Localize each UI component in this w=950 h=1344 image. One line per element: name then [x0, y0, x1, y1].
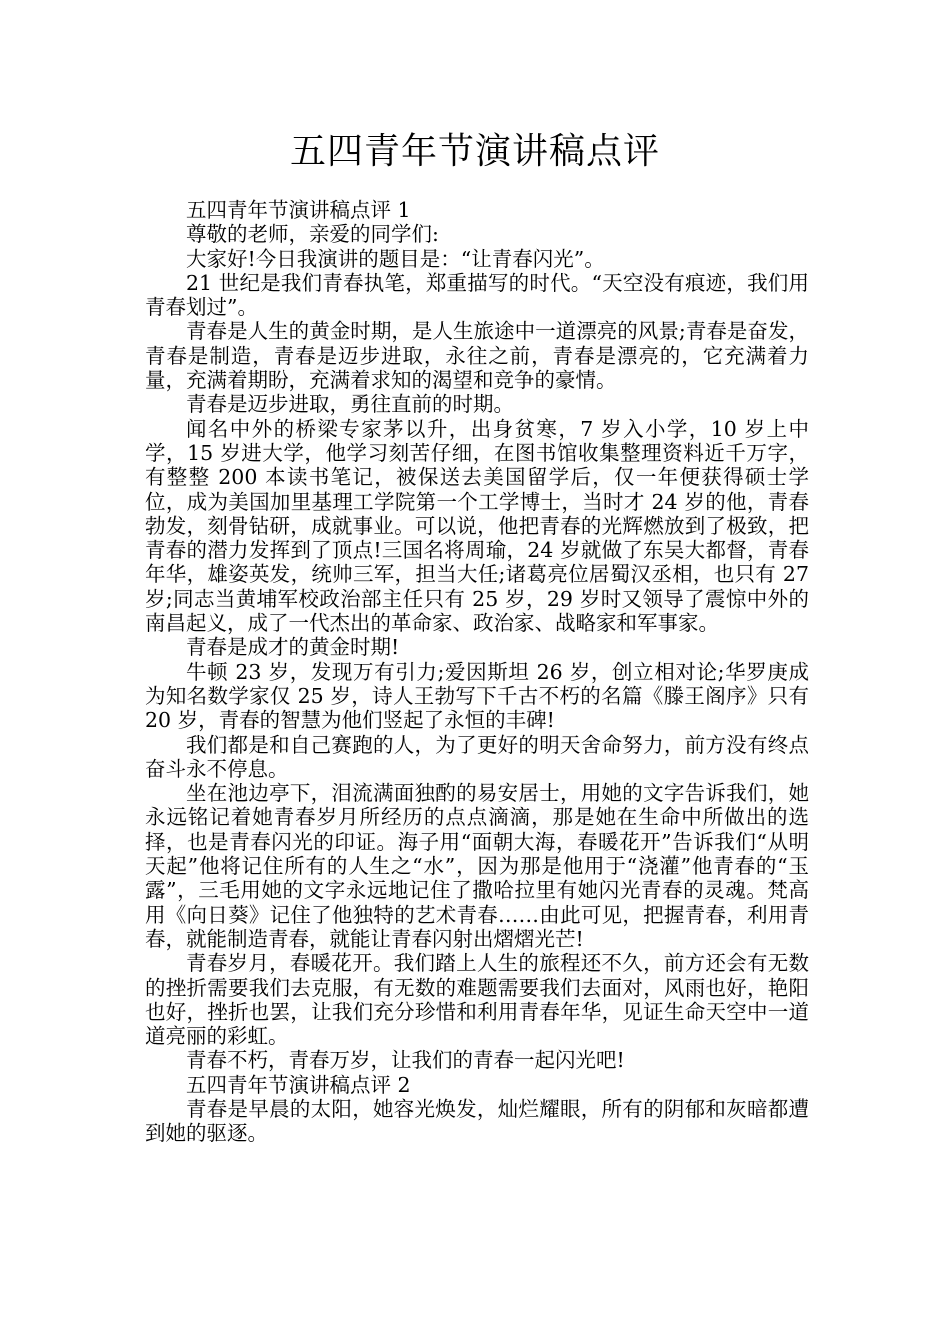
document-title: 五四青年节演讲稿点评: [289, 131, 660, 172]
section-heading-2: 五四青年节演讲稿点评 2: [186, 1072, 411, 1097]
paragraph: 我们都是和自己赛跑的人，为了更好的明天舍命努力，前方没有终点奋斗永不停息。: [145, 732, 809, 781]
document-body: [145, 198, 809, 1146]
paragraph: 青春是迈步进取，勇往直前的时期。: [186, 392, 514, 417]
paragraph: 青春不朽，青春万岁，让我们的青春一起闪光吧!: [186, 1048, 625, 1073]
paragraph: 青春是人生的黄金时期，是人生旅途中一道漂亮的风景;青春是奋发，青春是制造，青春是迈步进取，永往之前，青春是漂亮的，它充满着力量，充满着期盼，充满着求知的渴望和竞争的豪情。: [145, 319, 809, 393]
section-heading-1: 五四青年节演讲稿点评 1: [186, 198, 411, 222]
paragraph: 牛顿 23 岁，发现万有引力;爱因斯坦 26 岁，创立相对论;华罗庚成为知名数学家仅 25 岁，诗人王勃写下千古不朽的名篇《滕王阁序》只有 20 岁，青春的智慧为他们竖起了永恒的丰碑!: [145, 659, 809, 733]
salutation: 尊敬的老师，亲爱的同学们:: [186, 222, 439, 247]
paragraph: 闻名中外的桥梁专家茅以升，出身贫寒，7 岁入小学，10 岁上中学，15 岁进大学，他学习刻苦仔细，在图书馆收集整理资料近千万字，有整整 200 本读书笔记，被保送去美国留学后，仅一年便获得硕士学位，成为美国加里基理工学院第一个工学博士，当时才 24 岁的他，青春勃发，刻骨钻研，成就事业。可以说，他把青春的光辉燃放到了极致，把青春的潜力发挥到了顶点!三国名将周瑜，24 岁就做了东吴大都督，青春年华，雄姿英发，统帅三军，担当大任;诸葛亮位居蜀汉丞相，也只有 27 岁;同志当黄埔军校政治部主任只有 25 岁，29 岁时又领导了震惊中外的南昌起义，成了一代杰出的革命家、政治家、战略家和军事家。: [145, 416, 809, 636]
paragraph: 青春是成才的黄金时期!: [186, 635, 400, 660]
paragraph: 青春是早晨的太阳，她容光焕发，灿烂耀眼，所有的阴郁和灰暗都遭到她的驱逐。: [145, 1096, 809, 1146]
paragraph: 青春岁月，春暖花开。我们踏上人生的旅程还不久，前方还会有无数的挫折需要我们去克服，有无数的难题需要我们去面对，风雨也好，艳阳也好，挫折也罢，让我们充分珍惜和利用青春年华，见证生命天空中一道道亮丽的彩虹。: [145, 951, 809, 1049]
paragraph: 坐在池边亭下，泪流满面独酌的易安居士，用她的文字告诉我们，她永远铭记着她青春岁月所经历的点点滴滴，那是她在生命中所做出的选择，也是青春闪光的印证。海子用“面朝大海，春暖花开”告诉我们“从明天起”他将记住所有的人生之“水”，因为那是他用于“浇灌”他青春的“玉露”，三毛用她的文字永远地记住了撒哈拉里有她闪光青春的灵魂。梵高用《向日葵》记住了他独特的艺术青春……由此可见，把握青春，利用青春，就能制造青春，就能让青春闪射出熠熠光芒!: [145, 781, 809, 951]
paragraph: 21 世纪是我们青春执笔，郑重描写的时代。“天空没有痕迹，我们用青春划过”。: [145, 270, 809, 320]
paragraph: 大家好!今日我演讲的题目是：“让青春闪光”。: [186, 246, 605, 271]
